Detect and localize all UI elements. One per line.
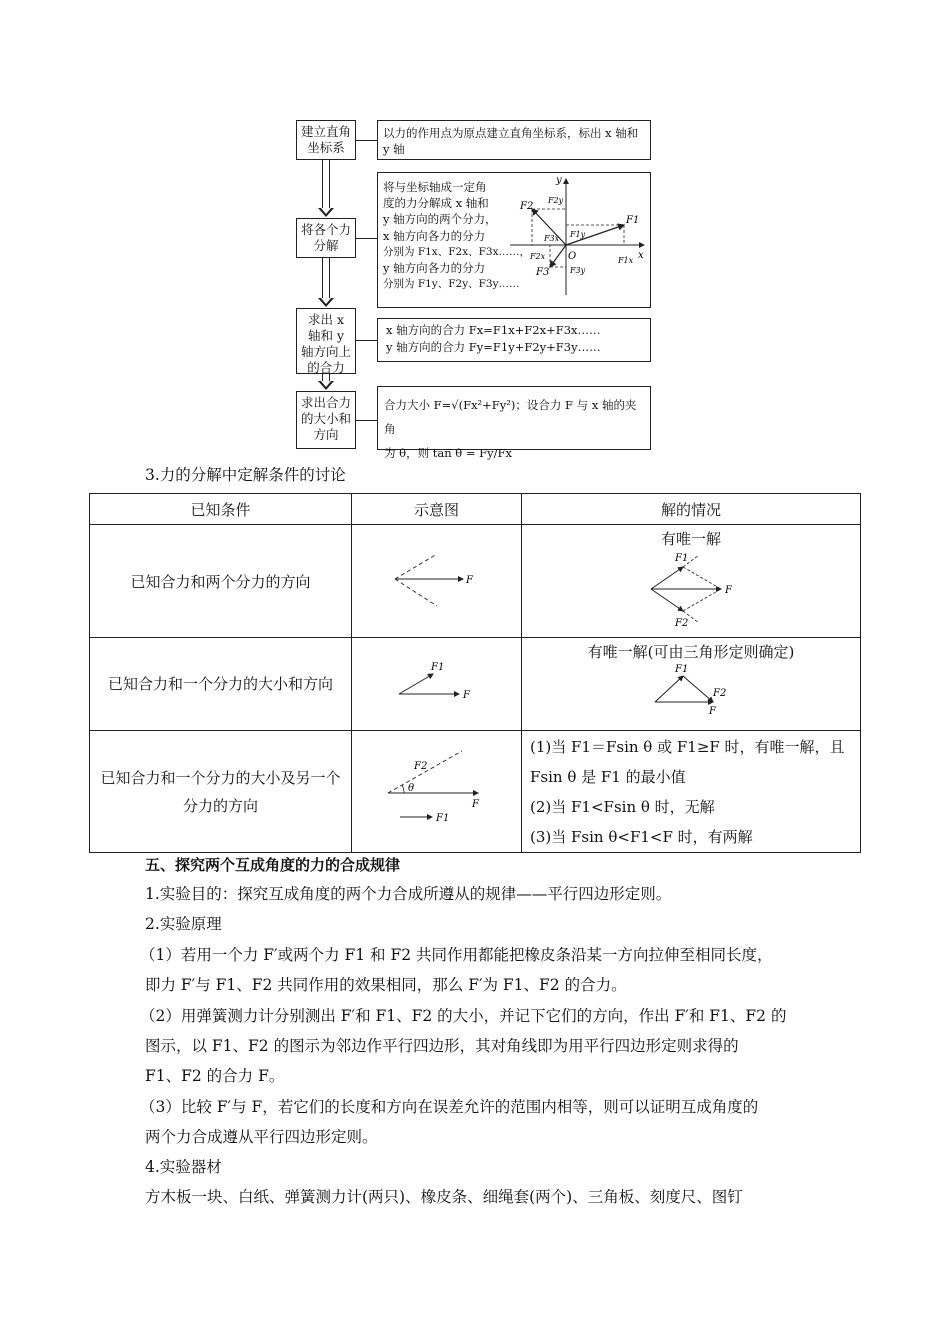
- flow-step1-box: [296, 120, 356, 160]
- two-directions-diagram: [387, 544, 487, 614]
- f3x-label: F3x: [544, 234, 560, 243]
- flow-step1-label: 建立直角坐标系: [301, 124, 352, 155]
- decomposition-conditions-table: [89, 493, 861, 853]
- condition-cell: [90, 638, 352, 731]
- result-line: Fsin θ 是 F1 的最小值: [530, 767, 686, 786]
- flow-step3-line1: x 轴方向的合力 Fx=F1x+F2x+F3x……: [386, 323, 601, 337]
- direction-line: [395, 554, 437, 579]
- flow-step2-box: [296, 218, 356, 258]
- f2x-label: F2x: [530, 252, 546, 261]
- table-header: 解的情况: [522, 494, 861, 525]
- result-cell: [522, 638, 861, 731]
- table-header: 已知条件: [90, 494, 352, 525]
- x-axis-label: x: [638, 250, 644, 261]
- detail-line: 分别为 F1y、F2y、F3y……: [383, 278, 520, 291]
- flow-step4-box: [296, 391, 356, 449]
- principle-title: 2.实验原理: [145, 915, 222, 933]
- f2-arrow: [683, 676, 713, 702]
- detail-line: y 轴方向各力的分力: [383, 261, 486, 276]
- flow-step3-detail: [377, 318, 651, 362]
- f2-label: F2: [713, 687, 727, 699]
- down-arrow-2: [322, 258, 330, 298]
- f1-label: F1: [675, 663, 689, 675]
- detail-line: y 轴方向的两个分力，: [383, 212, 497, 227]
- result-text: 有唯一解(可由三角形定则确定): [587, 642, 795, 661]
- f1-arrow: [655, 676, 683, 702]
- direction-line: [395, 579, 437, 606]
- f1-label: F1: [675, 552, 689, 564]
- f-label: F: [471, 798, 479, 810]
- f3-label: F3: [536, 267, 550, 278]
- parallelogram-dash: [683, 567, 721, 589]
- flow-step3-label: 求出 x 轴和 y 轴方向上的合力: [301, 312, 352, 375]
- f1-arrow: [651, 567, 683, 589]
- principle-p3-a: （3）比较 F′与 F，若它们的长度和方向在误差允许的范围内相等，则可以证明互成角度的: [140, 1098, 759, 1116]
- down-arrow-3-head: [318, 381, 334, 390]
- flow-step3-line2: y 轴方向的合力 Fy=F1y+F2y+F3y……: [386, 340, 601, 354]
- purpose-text: 1.实验目的：探究互成角度的两个力合成所遵从的规律——平行四边形定则。: [145, 885, 672, 903]
- unique-solution-diagram: [641, 549, 741, 629]
- f2-label: F2: [520, 201, 534, 212]
- flow-step2-label: 将各个力分解: [301, 222, 352, 253]
- down-arrow-2-head: [318, 298, 334, 307]
- result-cell: [522, 731, 861, 853]
- result-cell: [522, 525, 861, 638]
- condition-text: 已知合力和一个分力的大小和方向: [107, 674, 333, 693]
- principle-p2-a: （2）用弹簧测力计分别测出 F′和 F1、F2 的大小，并记下它们的方向，作出 F′和 F1、F2 的: [140, 1007, 787, 1025]
- detail-line: 度的力分解成 x 轴和: [383, 196, 489, 211]
- detail-line: 分别为 F1x、F2x、F3x……，: [383, 245, 530, 258]
- f3-arrow: [550, 245, 566, 267]
- principle-p1-b: 即力 F′与 F1、F2 共同作用的效果相同，那么 F′为 F1、F2 的合力。: [145, 976, 627, 994]
- y-axis-label: y: [556, 175, 562, 186]
- diagram-cell: [352, 731, 522, 853]
- principle-p2-c: F1、F2 的合力 F。: [145, 1067, 285, 1085]
- equipment-text: 方木板一块、白纸、弹簧测力计(两只)、橡皮条、细绳套(两个)、三角板、刻度尺、图钉: [145, 1188, 743, 1206]
- table-header: 示意图: [352, 494, 522, 525]
- equipment-title: 4.实验器材: [145, 1158, 222, 1176]
- detail-line: 将与坐标轴成一定角: [383, 180, 487, 194]
- section3-title: 3.力的分解中定解条件的讨论: [145, 466, 346, 484]
- one-force-diagram: [387, 652, 487, 712]
- f2-direction-line: [388, 751, 462, 793]
- detail-line: x 轴方向各力的分力: [383, 228, 486, 243]
- parallelogram-dash: [683, 589, 721, 611]
- f1x-label: F1x: [618, 256, 634, 265]
- table-row: [90, 731, 861, 853]
- principle-p2-b: 图示，以 F1、F2 的图示为邻边作平行四边形，其对角线即为用平行四边形定则求得的: [145, 1037, 739, 1055]
- theta-arc: [402, 785, 404, 793]
- f2y-label: F2y: [548, 196, 564, 205]
- connector: [356, 420, 378, 421]
- f2-arrow: [651, 589, 683, 611]
- flow-step4-line2: 为 θ，则 tan θ = Fy/Fx: [384, 446, 512, 460]
- f3y-label: F3y: [570, 266, 586, 275]
- f2-label: F2: [675, 617, 689, 629]
- f1-label: F1: [626, 215, 640, 226]
- f2-label: F2: [413, 760, 427, 772]
- f-label: F: [462, 690, 470, 701]
- condition-text: 已知合力和一个分力的大小及另一个分力的方向: [100, 768, 341, 815]
- f-label: F: [709, 705, 716, 717]
- result-line: (2)当 F1<Fsin θ 时，无解: [530, 797, 715, 816]
- angle-condition-diagram: [382, 745, 492, 835]
- connector: [356, 238, 378, 239]
- section5-heading: 五、探究两个互成角度的力的合成规律: [145, 856, 401, 874]
- triangle-rule-diagram: [641, 662, 741, 720]
- f-label: F: [465, 575, 473, 586]
- connector: [356, 340, 378, 341]
- diagram-cell: [352, 525, 522, 638]
- f1-label: F1: [435, 812, 449, 824]
- flow-step2-detail: [377, 172, 651, 308]
- table-header-row: [90, 494, 861, 525]
- f-label: F: [725, 584, 732, 596]
- result-text: 有唯一解: [660, 529, 721, 548]
- flow-step1-detail: [377, 120, 651, 160]
- flow-step4-line1: 合力大小 F=√(Fx²+Fy²)；设合力 F 与 x 轴的夹角: [384, 398, 637, 436]
- table-row: [90, 638, 861, 731]
- flow-step4-label: 求出合力的大小和方向: [301, 395, 352, 442]
- result-line: (3)当 Fsin θ<F1<F 时，有两解: [530, 827, 753, 846]
- connector: [356, 140, 378, 141]
- result-line: (1)当 F1＝Fsin θ 或 F1≥F 时，有唯一解，且: [530, 737, 845, 756]
- f1-arrow: [399, 674, 433, 694]
- f1y-label: F1y: [570, 230, 586, 239]
- force-decomposition-diagram: [506, 173, 652, 307]
- diagram-cell: [352, 638, 522, 731]
- down-arrow-1: [322, 160, 330, 208]
- f1-label: F1: [430, 662, 444, 673]
- flow-step4-detail: [377, 386, 651, 460]
- principle-p3-b: 两个力合成遵从平行四边形定则。: [145, 1128, 378, 1146]
- flow-step3-box: [296, 308, 356, 374]
- flow-step1-detail-text: 以力的作用点为原点建立直角坐标系，标出 x 轴和 y 轴: [383, 126, 639, 156]
- condition-cell: [90, 731, 352, 853]
- principle-p1-a: （1）若用一个力 F′或两个力 F1 和 F2 共同作用都能把橡皮条沿某一方向拉伸至相同长度，: [140, 946, 773, 964]
- origin-label: O: [568, 251, 577, 262]
- down-arrow-1-head: [318, 208, 334, 217]
- theta-label: θ: [407, 782, 414, 794]
- condition-cell: 已知合力和两个分力的方向: [90, 525, 352, 638]
- table-row: [90, 525, 861, 638]
